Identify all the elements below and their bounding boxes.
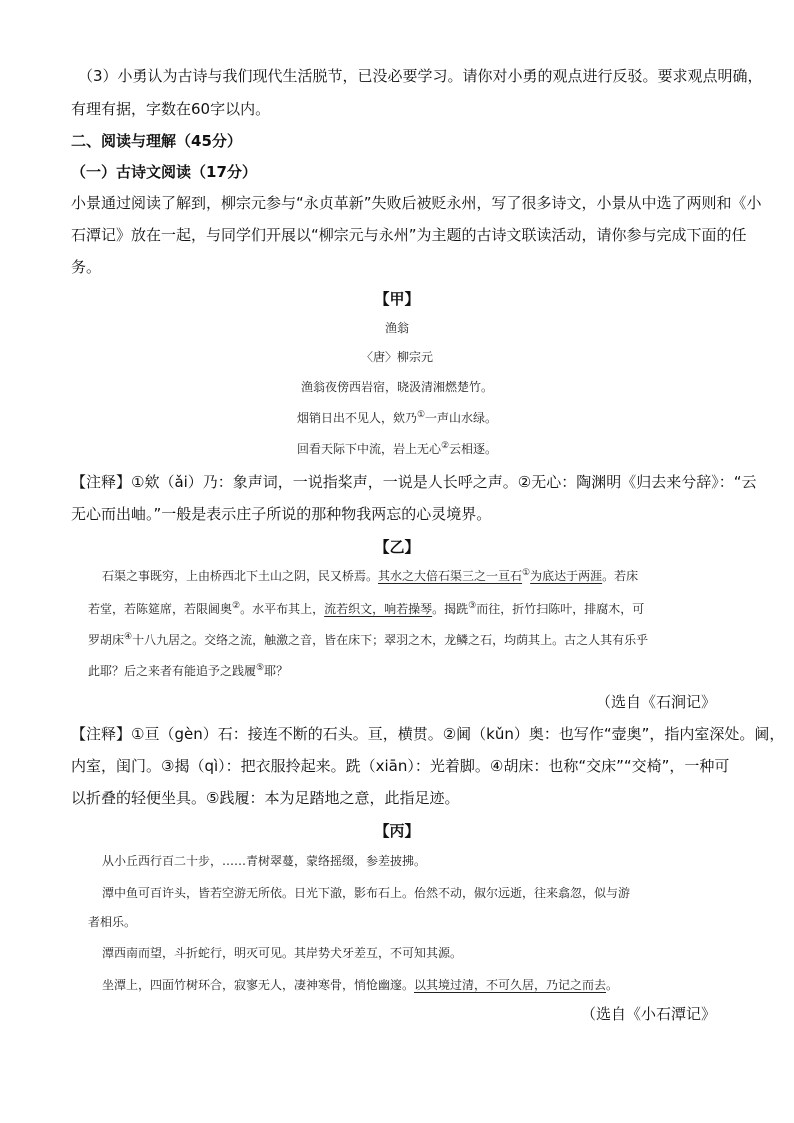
poem-author: 〈唐〉柳宗元: [360, 350, 433, 364]
jia-note-line-1: 【注释】①欸（ǎi）乃：象声词，一说指桨声，一说是人长呼之声。②无心：陶渊明《归去来兮辞》：“云: [71, 473, 757, 491]
bing-line-1: 从小丘西行百二十步，……青树翠蔓，蒙络摇缀，参差披拂。: [102, 854, 427, 868]
footnote-marker: ④: [124, 632, 133, 642]
yi-note-line-1: 【注释】①亘（gèn）石：接连不断的石头。亘，横贯。②阃（kǔn）奥：也写作“壸奥”，指内室深处。阃，: [71, 725, 785, 743]
text-jia-header: 【甲】: [374, 290, 420, 308]
yi-source: （选自《石涧记》: [595, 693, 716, 711]
intro-line-2: 石潭记》放在一起，与同学们开展以“柳宗元与永州”为主题的古诗文联读活动，请你参与完成下面的任: [71, 226, 747, 244]
footnote-marker: ③: [468, 601, 477, 611]
part-1-title: （一）古诗文阅读（17分）: [71, 163, 257, 181]
text-yi-header: 【乙】: [374, 538, 420, 556]
footnote-marker: ②: [232, 601, 241, 611]
question-3-line-2: 有理有据，字数在60字以内。: [71, 100, 271, 118]
footnote-marker: ①: [522, 568, 531, 578]
bing-line-5: 坐潭上，四面竹树环合，寂寥无人，凄神寒骨，悄怆幽邃。以其境过清，不可久居，乃记之而去。: [102, 978, 619, 992]
underlined-sentence: 为底达于两涯: [530, 569, 603, 583]
yi-note-line-2: 内室，闺门。③揭（qì）：把衣服拎起来。跣（xiān）：光着脚。④胡床：也称“交床”“交椅”，一种可: [71, 757, 730, 775]
text-bing-header: 【丙】: [374, 822, 420, 840]
bing-line-3: 者相乐。: [88, 915, 137, 929]
intro-line-1: 小景通过阅读了解到，柳宗元参与“永贞革新”失败后被贬永州，写了很多诗文，小景从中选了两则和《小: [71, 194, 762, 212]
poem-verse-1: 渔翁夜傍西岩宿，晓汲清湘燃楚竹。: [300, 380, 493, 394]
section-2-title: 二、阅读与理解（45分）: [71, 132, 242, 150]
poem-verse-3: 回看天际下中流，岩上无心②云相逐。: [296, 441, 498, 456]
jia-note-line-2: 无心而出岫。”一般是表示庄子所说的那种物我两忘的心灵境界。: [71, 505, 492, 523]
yi-line-1: 石渠之事既穷，上由桥西北下土山之阴，民又桥焉。其水之大倍石渠三之一亘石①为底达于两涯。若床: [102, 568, 639, 583]
yi-line-4: 此耶？后之来者有能追予之践履⑤耶？: [88, 663, 289, 678]
underlined-sentence: 以其境过清，不可久居，乃记之而去: [414, 978, 607, 992]
footnote-marker: ②: [440, 441, 450, 451]
poem-verse-2: 烟销日出不见人，欸乃①一声山水绿。: [296, 410, 498, 425]
footnote-marker: ①: [416, 410, 426, 420]
bing-line-2: 潭中鱼可百许头，皆若空游无所依。日光下澈，影布石上。佁然不动，俶尔远逝，往来翕忽，似与游: [102, 886, 631, 900]
yi-line-3: 罗胡床④十八九居之。交络之流，触激之音，皆在床下；翠羽之木，龙鳞之石，均荫其上。古之人其有乐乎: [88, 632, 649, 647]
intro-line-3: 务。: [71, 258, 102, 276]
underlined-sentence: 流若织文，响若操琴: [324, 602, 433, 616]
yi-line-2: 若堂，若陈筵席，若限阃奥②。水平布其上，流若织文，响若操琴。揭跣③而往，折竹扫陈叶，排腐木，可: [88, 601, 645, 616]
underlined-sentence: 其水之大倍石渠三之一亘石: [378, 569, 523, 583]
bing-source: （选自《小石潭记》: [580, 1005, 716, 1023]
yi-note-line-3: 以折叠的轻便坐具。⑤践履：本为足踏地之意，此指足迹。: [71, 789, 460, 807]
footnote-marker: ⑤: [256, 663, 265, 673]
poem-title: 渔翁: [384, 321, 409, 335]
bing-line-4: 潭西南而望，斗折蛇行，明灭可见。其岸势犬牙差互，不可知其源。: [102, 946, 463, 960]
question-3-line-1: （3）小勇认为古诗与我们现代生活脱节，已没必要学习。请你对小勇的观点进行反驳。要求观点明确，: [78, 67, 763, 85]
